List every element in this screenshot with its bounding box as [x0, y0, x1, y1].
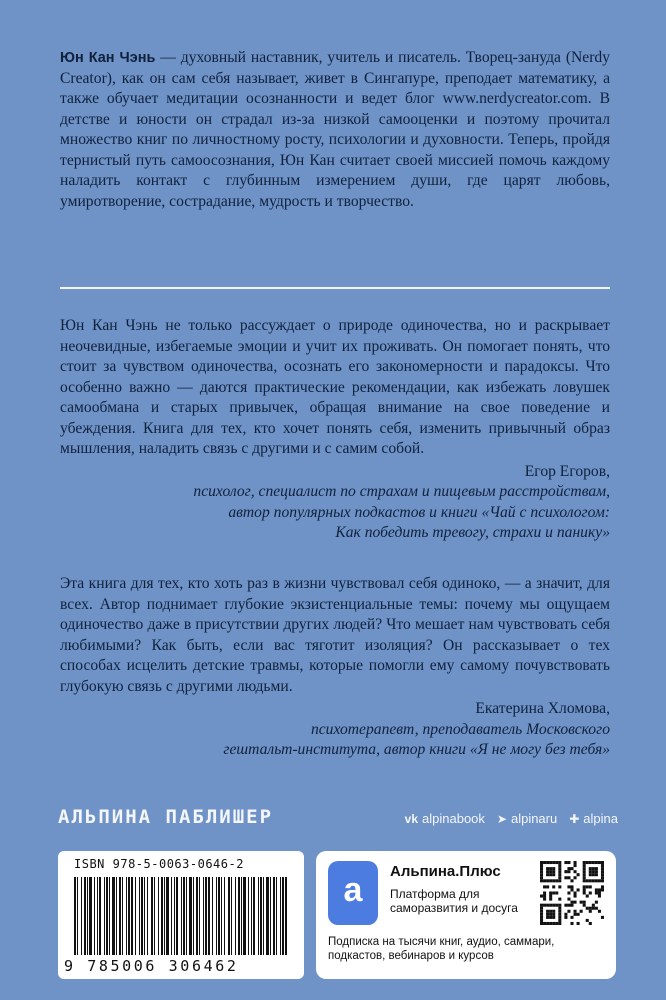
barcode-bar	[238, 877, 240, 955]
qr-module	[577, 922, 580, 925]
barcode-bar	[199, 877, 200, 955]
qr-module	[574, 901, 577, 904]
qr-module	[549, 870, 552, 873]
qr-module	[574, 876, 577, 879]
qr-module	[540, 873, 543, 876]
qr-module	[601, 885, 604, 888]
qr-module	[598, 895, 601, 898]
qr-module	[558, 907, 561, 910]
qr-module	[543, 861, 546, 864]
barcode-bar	[94, 877, 95, 955]
qr-module	[546, 922, 549, 925]
qr-module	[543, 898, 546, 901]
qr-module	[558, 898, 561, 901]
barcode-bar	[208, 877, 210, 955]
qr-module	[601, 888, 604, 891]
barcode-bar	[216, 877, 217, 955]
qr-module	[567, 898, 570, 901]
qr-module	[549, 895, 552, 898]
barcode-bar	[89, 877, 92, 955]
qr-module	[549, 861, 552, 864]
qr-module	[595, 873, 598, 876]
reviewer-role: Как победить тревогу, страхи и панику»	[335, 524, 610, 541]
publisher-logo: АЛЬПИНА ПАБЛИШЕР	[58, 806, 274, 828]
barcode-image	[74, 877, 288, 955]
barcode-bar	[181, 877, 182, 955]
qr-module	[540, 913, 543, 916]
qr-module	[586, 861, 589, 864]
author-name: Юн Кан Чэнь	[60, 50, 156, 66]
qr-module	[589, 885, 592, 888]
barcode-bar	[273, 877, 275, 955]
barcode-bar	[141, 877, 143, 955]
telegram-icon: ➤	[496, 811, 507, 826]
qr-module	[592, 870, 595, 873]
qr-module	[592, 904, 595, 907]
qr-module	[558, 904, 561, 907]
qr-module	[592, 873, 595, 876]
qr-module	[558, 870, 561, 873]
qr-module	[564, 870, 567, 873]
qr-module	[589, 870, 592, 873]
qr-module	[552, 904, 555, 907]
qr-module	[583, 864, 586, 867]
qr-module	[570, 901, 573, 904]
qr-module	[540, 910, 543, 913]
barcode-bar	[77, 877, 78, 955]
qr-module	[552, 867, 555, 870]
barcode-bar	[84, 877, 86, 955]
qr-module	[558, 916, 561, 919]
barcode-bar	[231, 877, 232, 955]
alpina-plus-logo: a	[328, 861, 378, 925]
barcode-bar	[158, 877, 159, 955]
qr-module	[552, 879, 555, 882]
qr-module	[589, 910, 592, 913]
qr-module	[546, 861, 549, 864]
qr-module	[555, 904, 558, 907]
barcode-bar	[131, 877, 133, 955]
qr-module	[540, 916, 543, 919]
barcode-bar	[243, 877, 246, 955]
qr-module	[552, 873, 555, 876]
alpina-icon: ✚	[569, 811, 580, 826]
review-2	[60, 574, 610, 761]
qr-module	[567, 891, 570, 894]
vk-icon: vk	[404, 811, 419, 826]
barcode-bar	[196, 877, 198, 955]
barcode-bar	[205, 877, 207, 955]
qr-module	[555, 891, 558, 894]
barcode-bar	[183, 877, 185, 955]
qr-module	[570, 904, 573, 907]
barcode-bar	[260, 877, 262, 955]
barcode-bar	[258, 877, 259, 955]
qr-module	[546, 873, 549, 876]
qr-module	[595, 879, 598, 882]
qr-module	[586, 885, 589, 888]
barcode-bar	[154, 877, 155, 955]
barcode-bar	[99, 877, 101, 955]
qr-module	[598, 879, 601, 882]
qr-module	[543, 885, 546, 888]
qr-module	[598, 888, 601, 891]
barcode-bar	[241, 877, 242, 955]
qr-module	[543, 879, 546, 882]
qr-module	[546, 916, 549, 919]
qr-module	[558, 919, 561, 922]
barcode-bar	[263, 877, 264, 955]
qr-module	[546, 867, 549, 870]
qr-module	[540, 870, 543, 873]
publisher-bar	[58, 806, 618, 836]
barcode-panel	[58, 851, 304, 979]
barcode-bar	[176, 877, 178, 955]
qr-module	[601, 876, 604, 879]
qr-module	[577, 888, 580, 891]
barcode-bar	[144, 877, 145, 955]
qr-module	[549, 913, 552, 916]
qr-module	[552, 885, 555, 888]
social-link-alpina[interactable]	[569, 811, 618, 826]
barcode-bar	[147, 877, 148, 955]
qr-module	[595, 901, 598, 904]
qr-module	[589, 891, 592, 894]
qr-module	[546, 913, 549, 916]
barcode-bar	[74, 877, 76, 955]
barcode-bar	[122, 877, 123, 955]
qr-module	[589, 879, 592, 882]
qr-module	[549, 867, 552, 870]
qr-module	[540, 867, 543, 870]
qr-module	[564, 861, 567, 864]
promo-description: Платформа для саморазвития и досуга	[390, 887, 518, 915]
author-bio-text: — духовный наставник, учитель и писатель. Творец-зануда (Nerdy Creator), как он сам себя называет, живет в Сингапуре, преподает математику, а также обучает медитации осознанности и ведет блог www.nerdycreator.com. В детстве и юности он страдал из-за низкой самооценки и поэтому прочитал множество книг по личностному росту, психологии и духовности. Теперь, пройдя тернистый путь самоосознания, Юн Кан считает своей миссией помочь каждому наладить контакт с глубинным измерением души, где царят любовь, умиротворение, сострадание, мудрость и творчество.	[60, 49, 610, 210]
barcode-bar	[128, 877, 130, 955]
qr-module	[574, 895, 577, 898]
barcode-bar	[119, 877, 121, 955]
qr-module	[555, 861, 558, 864]
qr-module	[552, 870, 555, 873]
qr-module	[574, 870, 577, 873]
qr-module	[601, 870, 604, 873]
qr-module	[558, 864, 561, 867]
qr-module	[570, 888, 573, 891]
barcode-bar	[270, 877, 271, 955]
qr-module	[540, 876, 543, 879]
barcode-bar	[193, 877, 194, 955]
qr-module	[586, 919, 589, 922]
qr-module	[546, 885, 549, 888]
barcode-bar	[224, 877, 225, 955]
qr-module	[540, 864, 543, 867]
qr-module	[570, 879, 573, 882]
qr-module	[546, 910, 549, 913]
qr-module	[586, 879, 589, 882]
barcode-bar	[104, 877, 105, 955]
qr-module	[552, 891, 555, 894]
qr-module	[549, 922, 552, 925]
barcode-bar	[171, 877, 172, 955]
qr-module	[567, 904, 570, 907]
barcode-bar	[106, 877, 108, 955]
barcode-bar	[251, 877, 252, 955]
qr-module	[583, 861, 586, 864]
qr-module	[567, 870, 570, 873]
qr-module	[552, 913, 555, 916]
barcode-bar	[135, 877, 136, 955]
qr-module	[598, 891, 601, 894]
barcode-bar	[109, 877, 110, 955]
isbn: ISBN 978-5-0063-0646-2	[74, 857, 244, 871]
qr-module	[595, 907, 598, 910]
qr-module	[540, 879, 543, 882]
qr-module	[574, 910, 577, 913]
barcode-bar	[280, 877, 281, 955]
qr-module	[583, 870, 586, 873]
social-link-telegram[interactable]	[497, 811, 557, 826]
qr-module	[601, 873, 604, 876]
qr-module	[540, 907, 543, 910]
qr-module	[555, 879, 558, 882]
qr-module	[592, 861, 595, 864]
qr-module	[595, 861, 598, 864]
qr-module	[540, 861, 543, 864]
social-label: alpinabook	[422, 811, 485, 826]
qr-module	[601, 879, 604, 882]
qr-module	[595, 867, 598, 870]
qr-module	[558, 922, 561, 925]
qr-module	[558, 876, 561, 879]
review-1	[60, 316, 610, 544]
qr-module	[577, 913, 580, 916]
qr-module	[549, 904, 552, 907]
barcode-bar	[282, 877, 284, 955]
qr-module	[589, 867, 592, 870]
review-text: Юн Кан Чэнь не только рассуждает о природе одиночества, но и раскрывает неочевидные, избегаемые эмоции и учит их проживать. Он помогает понять, что стоит за чувством одиночества, осознать его закономерности и парадоксы. Что особенно важно — даются практические рекомендации, как избежать ловушек самообмана и старых привычек, обращая внимание на свое поведение и убеждения. Книга для тех, кто хочет понять себя, изменить привычный образ мышления, наладить связь с другими и с самим собой.	[60, 317, 610, 457]
qr-module	[595, 888, 598, 891]
qr-module	[543, 922, 546, 925]
promo-note: Подписка на тысячи книг, аудио, саммари, подкастов, вебинаров и курсов	[328, 936, 555, 962]
qr-module	[564, 913, 567, 916]
reviewer-name: Екатерина Хломова,	[475, 700, 610, 717]
barcode-bar	[97, 877, 98, 955]
qr-module	[589, 873, 592, 876]
barcode-bar	[253, 877, 255, 955]
alpina-plus-promo	[316, 851, 616, 979]
social-link-vk[interactable]	[405, 811, 485, 826]
reviewer-role: психолог, специалист по страхам и пищевым расстройствам,	[193, 483, 610, 500]
barcode-bar	[248, 877, 249, 955]
promo-title: Альпина.Плюс	[390, 863, 501, 880]
qr-module	[601, 861, 604, 864]
qr-module	[583, 876, 586, 879]
barcode-bar	[87, 877, 88, 955]
qr-module	[580, 910, 583, 913]
qr-module	[601, 916, 604, 919]
qr-module	[540, 895, 543, 898]
qr-module	[549, 879, 552, 882]
qr-module	[564, 904, 567, 907]
qr-module	[598, 861, 601, 864]
qr-module	[558, 910, 561, 913]
qr-module	[583, 873, 586, 876]
qr-module	[552, 922, 555, 925]
qr-module	[589, 861, 592, 864]
barcode-bar	[151, 877, 153, 955]
qr-module	[546, 870, 549, 873]
barcode-bar	[203, 877, 204, 955]
qr-module	[552, 916, 555, 919]
qr-module	[567, 867, 570, 870]
social-links	[405, 811, 618, 826]
author-bio	[60, 48, 610, 212]
qr-module	[598, 910, 601, 913]
qr-module	[570, 885, 573, 888]
qr-module	[567, 885, 570, 888]
barcode-bar	[276, 877, 277, 955]
reviewer-role: гештальт-института, автор книги «Я не могу без тебя»	[223, 741, 610, 758]
barcode-bar	[221, 877, 222, 955]
barcode-bar	[212, 877, 213, 955]
qr-module	[595, 891, 598, 894]
qr-module	[546, 904, 549, 907]
qr-module	[589, 907, 592, 910]
barcode-bar	[285, 877, 287, 955]
qr-module	[558, 879, 561, 882]
qr-module	[583, 879, 586, 882]
qr-module	[601, 864, 604, 867]
qr-code-icon[interactable]	[540, 861, 604, 925]
qr-module	[558, 913, 561, 916]
barcode-bar	[218, 877, 220, 955]
qr-module	[583, 885, 586, 888]
qr-module	[543, 891, 546, 894]
social-label: alpina	[583, 811, 618, 826]
qr-module	[592, 907, 595, 910]
qr-module	[583, 901, 586, 904]
qr-module	[570, 916, 573, 919]
qr-module	[543, 904, 546, 907]
qr-module	[592, 879, 595, 882]
barcode-bar	[166, 877, 169, 955]
barcode-bar	[112, 877, 115, 955]
barcode-bar	[164, 877, 165, 955]
qr-module	[540, 922, 543, 925]
qr-module	[583, 888, 586, 891]
barcode-bar	[228, 877, 230, 955]
qr-module	[567, 910, 570, 913]
barcode-bar	[189, 877, 192, 955]
qr-module	[567, 876, 570, 879]
review-signature	[60, 699, 610, 761]
qr-module	[564, 916, 567, 919]
qr-module	[549, 916, 552, 919]
qr-module	[552, 861, 555, 864]
barcode-bar	[81, 877, 82, 955]
qr-module	[589, 922, 592, 925]
barcode-bar	[139, 877, 140, 955]
qr-module	[564, 876, 567, 879]
qr-module	[586, 895, 589, 898]
qr-module	[574, 891, 577, 894]
qr-module	[574, 913, 577, 916]
qr-module	[567, 861, 570, 864]
qr-module	[540, 919, 543, 922]
qr-module	[586, 907, 589, 910]
qr-module	[580, 901, 583, 904]
qr-module	[555, 922, 558, 925]
qr-module	[546, 879, 549, 882]
review-signature	[60, 462, 610, 544]
qr-module	[583, 867, 586, 870]
qr-module	[549, 898, 552, 901]
qr-module	[574, 864, 577, 867]
barcode-bar	[174, 877, 175, 955]
qr-module	[570, 867, 573, 870]
qr-module	[543, 895, 546, 898]
barcode-bar	[161, 877, 163, 955]
reviewer-role: автор популярных подкастов и книги «Чай с психологом:	[228, 503, 610, 521]
qr-module	[570, 922, 573, 925]
barcode-digits: 9 785006 306462	[64, 957, 239, 975]
qr-module	[583, 891, 586, 894]
review-text: Эта книга для тех, кто хоть раз в жизни чувствовал себя одиноко, — а значит, для всех. Автор поднимает глубокие экзистенциальные темы: почему мы ощущаем одиночество даже в присутствии других людей? Что мешает нам чувствовать себя любимыми? Как быть, если вас тяготит изоляция? Он рассказывает о тех способах исцелить детские травмы, которые помогли ему самому почувствовать глубокую связь с другими людьми.	[60, 575, 610, 695]
social-label: alpinaru	[510, 811, 558, 826]
qr-module	[577, 873, 580, 876]
qr-module	[558, 885, 561, 888]
barcode-bar	[186, 877, 187, 955]
barcode-bar	[126, 877, 127, 955]
qr-module	[558, 867, 561, 870]
qr-module	[558, 873, 561, 876]
qr-module	[549, 873, 552, 876]
qr-module	[552, 910, 555, 913]
qr-module	[558, 861, 561, 864]
qr-module	[601, 867, 604, 870]
reviewer-name: Егор Егоров,	[524, 462, 610, 480]
qr-module	[549, 891, 552, 894]
qr-module	[549, 910, 552, 913]
qr-module	[540, 904, 543, 907]
barcode-bar	[116, 877, 117, 955]
qr-module	[595, 870, 598, 873]
qr-module	[583, 904, 586, 907]
qr-module	[592, 867, 595, 870]
reviewer-role: психотерапевт, преподаватель Московского	[310, 720, 610, 738]
divider	[60, 287, 610, 289]
barcode-bar	[266, 877, 269, 955]
qr-module	[574, 861, 577, 864]
barcode-bar	[235, 877, 236, 955]
